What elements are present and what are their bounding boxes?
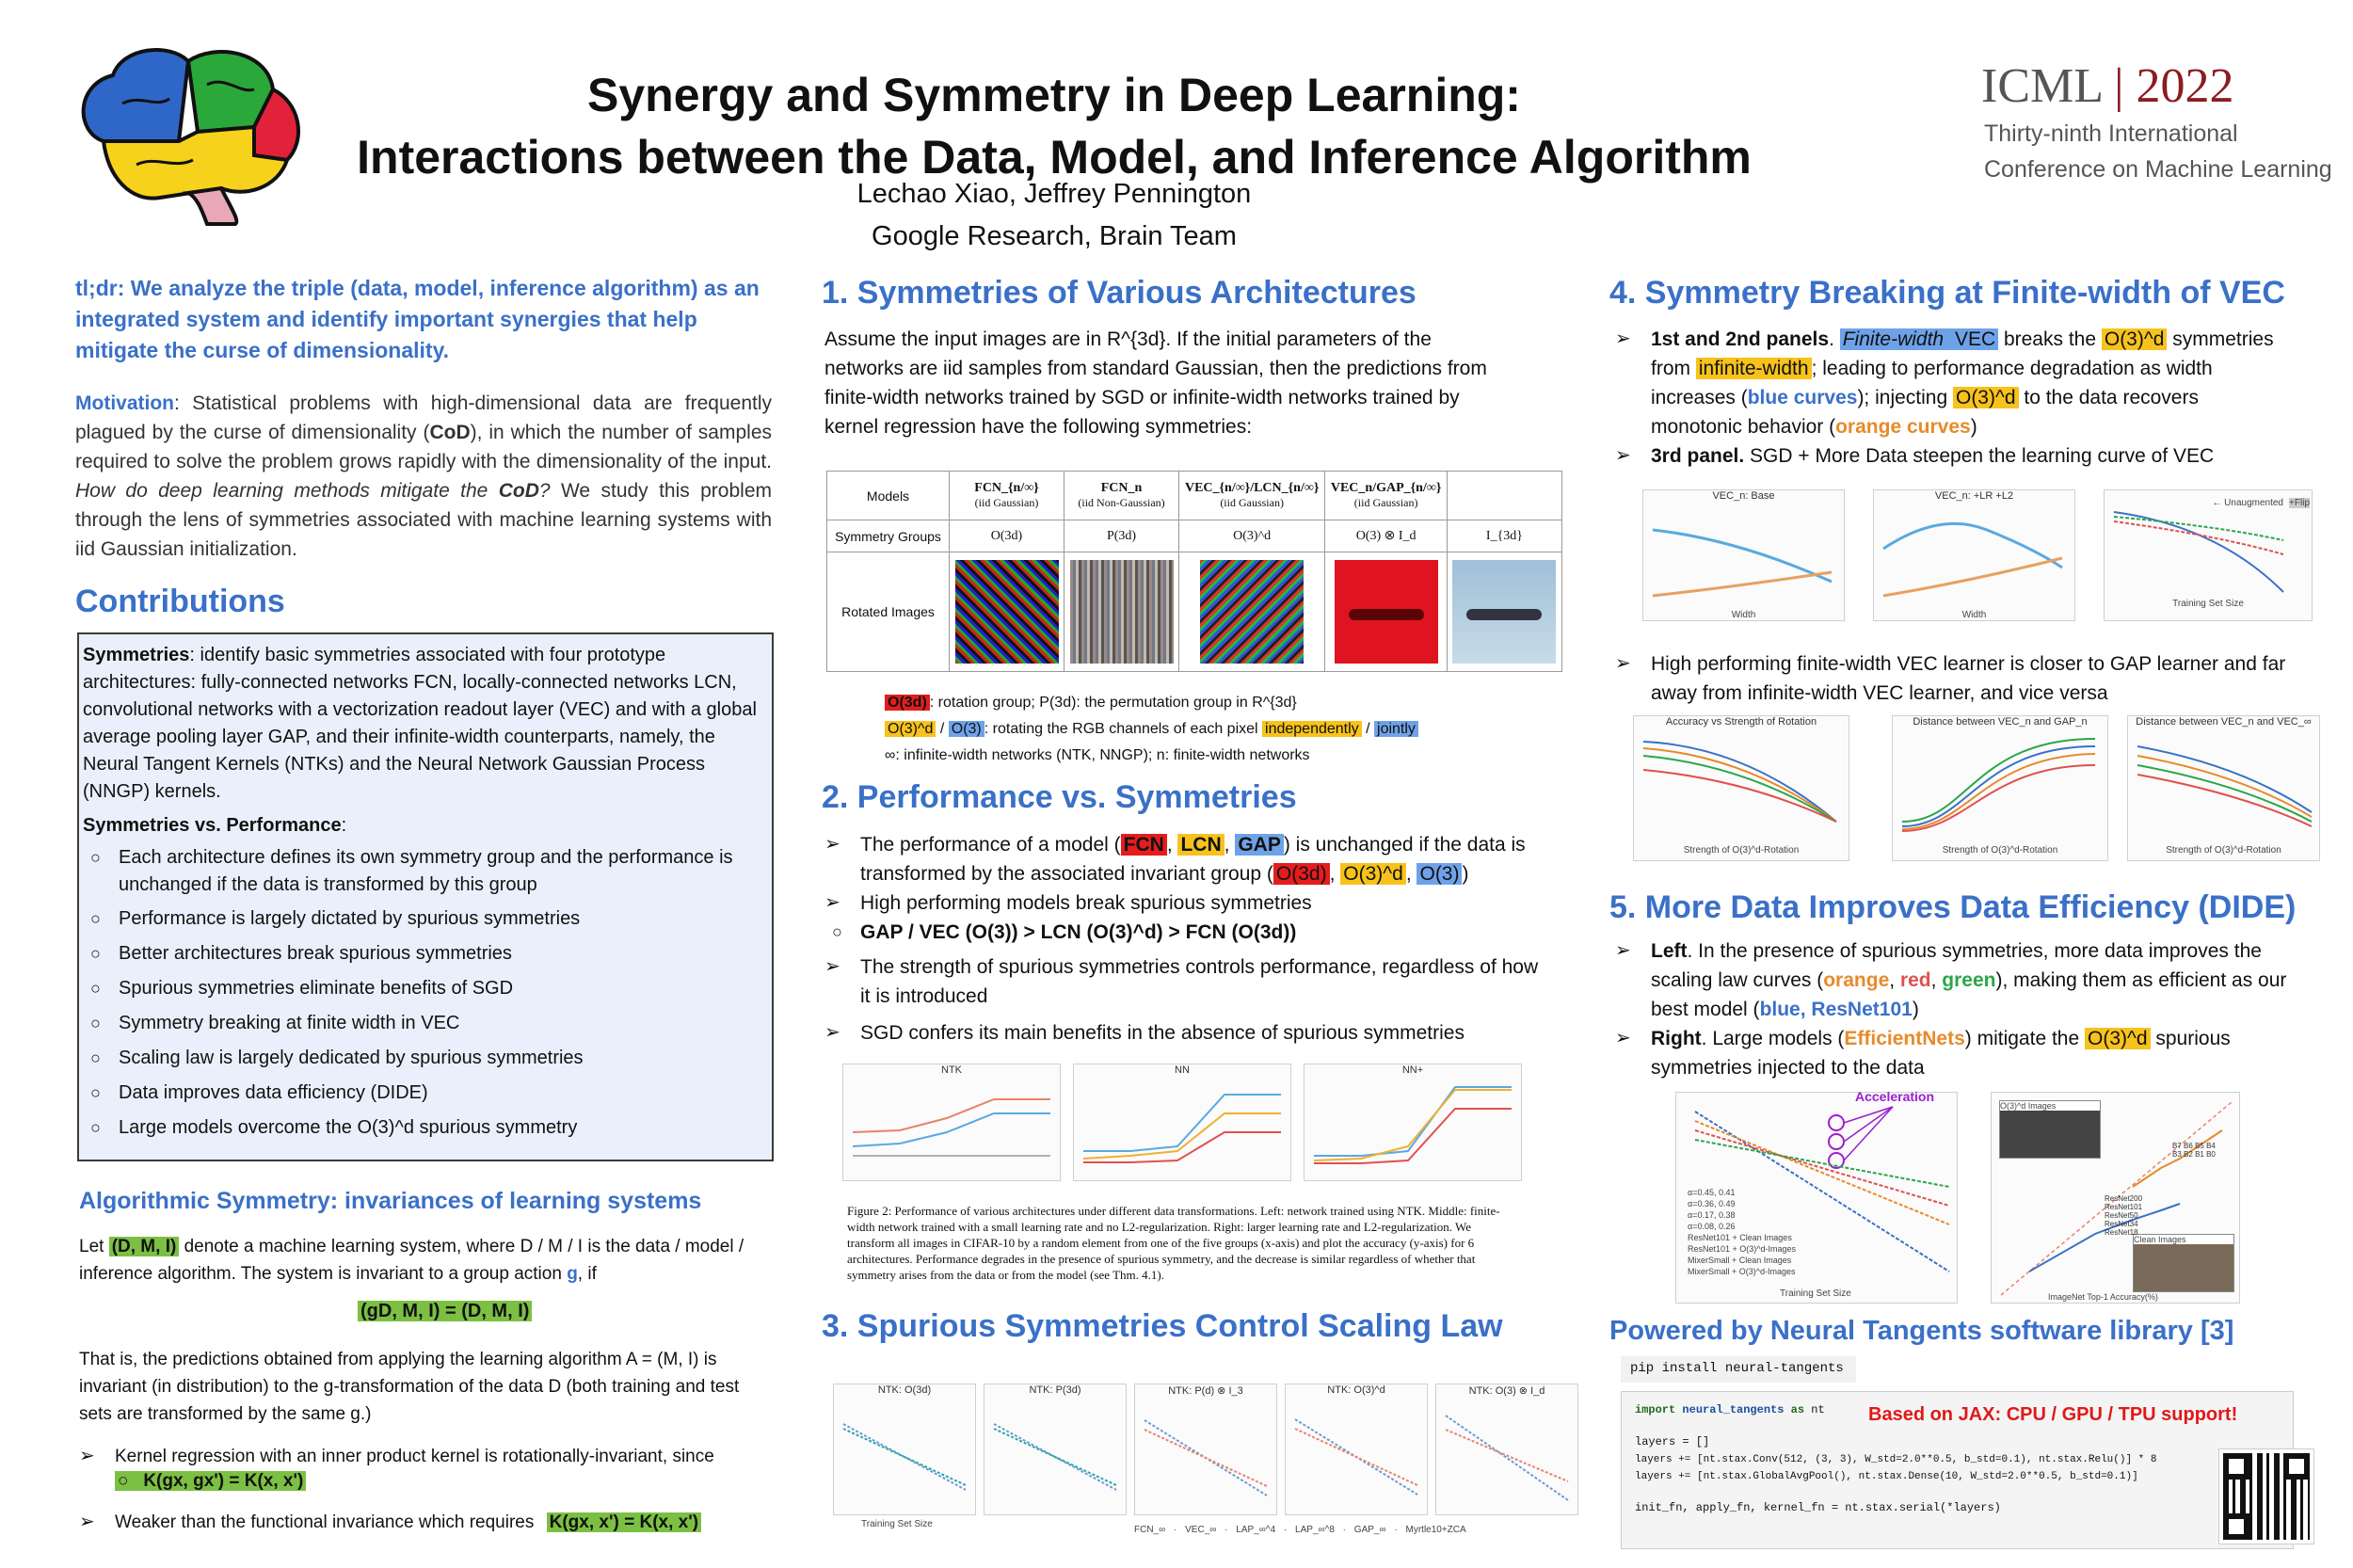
- algo-heading: Algorithmic Symmetry: invariances of learning systems: [79, 1188, 702, 1214]
- contributions-box: [77, 632, 774, 1161]
- motivation-cod: CoD: [429, 422, 471, 443]
- algo-bullet-2-eq: K(gx, x') = K(x, x'): [547, 1512, 701, 1532]
- sec3-plot: NTK: O(3d): [833, 1384, 976, 1515]
- perf-colon: :: [341, 815, 347, 836]
- sec4-plot-dist-gap: Distance between VEC_n and GAP_n Strength of O(3)^d-Rotation: [1892, 715, 2108, 861]
- jax-note: Based on JAX: CPU / GPU / TPU support!: [1868, 1404, 2238, 1425]
- sec3-xlabel: Training Set Size: [861, 1519, 933, 1529]
- sec2-bullet-4: ➢ SGD confers its main benefits in the absence of spurious symmetries: [824, 1018, 1540, 1048]
- motivation: [75, 389, 772, 564]
- nt-heading: Powered by Neural Tangents software library [3]: [1609, 1316, 2234, 1346]
- algo-g: g: [567, 1264, 578, 1284]
- inset-clean: Clean Images: [2133, 1234, 2234, 1292]
- legend-sep: /: [936, 721, 949, 737]
- contrib-item: ○ Data improves data efficiency (DIDE): [83, 1079, 768, 1108]
- legend-slash: /: [1361, 721, 1375, 737]
- brain-icon: [66, 38, 320, 226]
- conf-year: 2022: [2136, 59, 2234, 113]
- plot-title: NN: [1175, 1064, 1190, 1076]
- algo-bullet-2: [79, 1508, 776, 1537]
- conf-line-2: Conference on Machine Learning: [1984, 156, 2332, 183]
- sec4-plot-lr-l2: VEC_n: +LR +L2 Width: [1873, 489, 2075, 621]
- sec2-bullet-3: ➢ The strength of spurious symmetries controls performance, regardless of how it is introduced: [824, 952, 1540, 1011]
- algo-equation: [358, 1301, 532, 1322]
- row-label-models: Models: [827, 472, 950, 520]
- code-line: layers += [nt.stax.Conv(512, (3, 3), W_std=2.0**0.5, b_std=0.1), nt.stax.Relu()] * 8: [1635, 1454, 2157, 1465]
- inset-o3d: O(3)^d Images: [1999, 1100, 2101, 1159]
- code-line: init_fn, apply_fn, kernel_fn = nt.stax.serial(*layers): [1635, 1501, 2001, 1514]
- code-line: import neural_tangents as nt: [1635, 1403, 1825, 1416]
- pip-command[interactable]: pip install neural-tangents: [1621, 1356, 1856, 1383]
- legend-3: ∞: infinite-width networks (NTK, NNGP); n: finite-width networks: [885, 747, 1310, 763]
- sec5-heading: 5. More Data Improves Data Efficiency (DIDE): [1609, 889, 2297, 925]
- col-model: VEC_n/GAP_{n/∞} (iid Gaussian): [1325, 472, 1448, 520]
- group-cell: P(3d): [1064, 520, 1179, 552]
- sec2-caption: Figure 2: Performance of various architectures under different data transformations. Left: network trained using NTK. Middle: finite-width network trained with a small learning rate and no L2-regularization. Right: larger learning rate and L2-regularization. We transform all images in CIFAR-10 by a random element from one of the five groups (x-axis) and plot the accuracy (y-axis) for 6 architectures. Performance degrades in the presence of spurious symmetry, and the decrease is similar regardless of whether that symmetry arises from the data or from the model (see Thm. 4.1).: [847, 1204, 1500, 1282]
- algo-bullet-1-text: ➢ Kernel regression with an inner product kernel is rotationally-invariant, since: [79, 1442, 776, 1471]
- rotated-image: [950, 552, 1064, 672]
- sec4-bullets: [1615, 325, 2293, 471]
- motivation-question-cod: CoD: [498, 480, 539, 502]
- sec4-plot-base: VEC_n: Base Width: [1642, 489, 1845, 621]
- col-model: FCN_n (iid Non-Gaussian): [1064, 472, 1179, 520]
- algo-bullet-1: [79, 1442, 776, 1492]
- title-line-1: Synergy and Symmetry in Deep Learning:: [587, 69, 1521, 121]
- contrib-item: ○ Scaling law is largely dedicated by spurious symmetries: [83, 1044, 768, 1073]
- contributions-symmetries: [83, 642, 768, 806]
- motivation-text-1: : Statistical problems with high-dimensional data are frequently plagued by the curse of dimensionality (: [75, 392, 772, 443]
- col-model: [1447, 472, 1561, 520]
- group-cell: O(3d): [950, 520, 1064, 552]
- motivation-text-3: We study this problem through the lens of symmetries associated with machine learning systems with iid Gaussian initialization.: [75, 480, 772, 560]
- contrib-item: ○ Each architecture defines its own symmetry group and the performance is unchanged if the data is transformed by this group: [83, 844, 768, 899]
- qr-code-icon[interactable]: [2219, 1449, 2313, 1544]
- contrib-item: ○ Symmetry breaking at finite width in VEC: [83, 1009, 768, 1038]
- sec4-bullet-3: ➢ High performing finite-width VEC learner is closer to GAP learner and far away from infinite-width VEC learner, and vice versa: [1615, 649, 2293, 708]
- icml-logo: [1981, 58, 2234, 114]
- sec5-plot-left: Acceleration α=0.45, 0.41 α=0.36, 0.49 α=0.17, 0.38 α=0.08, 0.26 ResNet101 + Clean Images ResNet101 + O(3)^d-Images MixerSmall + Clean Images MixerSmall + O(3)^d-Images Training Set Size: [1675, 1092, 1958, 1304]
- plot-title: NN+: [1401, 1064, 1424, 1076]
- sec3-plot: NTK: O(3) ⊗ I_d: [1435, 1384, 1578, 1515]
- sec2-plot-nn-plus: [1304, 1064, 1522, 1181]
- sec2-bullets: [824, 830, 1540, 1048]
- legend-o3dd: O(3)^d: [885, 721, 936, 737]
- contrib-item: ○ Spurious symmetries eliminate benefits of SGD: [83, 974, 768, 1003]
- code-line: [1635, 1482, 2280, 1496]
- sec3-heading: 3. Spurious Symmetries Control Scaling Law: [822, 1308, 1503, 1344]
- sec2-plot-nn: [1073, 1064, 1291, 1181]
- legend-o3: O(3): [949, 721, 984, 737]
- perf-label: Symmetries vs. Performance: [83, 815, 342, 836]
- sec5-bullets: [1615, 936, 2293, 1082]
- acceleration-label: Acceleration: [1855, 1089, 1935, 1104]
- contributions-perf: [83, 811, 768, 840]
- plot-title: NTK: [941, 1064, 962, 1076]
- col-model: VEC_{n/∞}/LCN_{n/∞} (iid Gaussian): [1179, 472, 1325, 520]
- rotated-image: [1325, 552, 1448, 672]
- sec3-plot: NTK: P(3d): [984, 1384, 1127, 1515]
- sec4-plot-acc: Accuracy vs Strength of Rotation Strength of O(3)^d-Rotation: [1633, 715, 1849, 861]
- legend-2: : rotating the RGB channels of each pixel: [984, 721, 1263, 737]
- conf-sep: |: [2114, 59, 2124, 113]
- sec2-plot-ntk: [842, 1064, 1061, 1181]
- motivation-question: How do deep learning methods mitigate the: [75, 480, 499, 502]
- rotated-image: [1447, 552, 1561, 672]
- conf-name: ICML: [1981, 59, 2103, 113]
- algo-p2: That is, the predictions obtained from applying the learning algorithm A = (M, I) is invariant (in distribution) to the g-transformation of the data D (both training and test sets are transformed by the same g.): [79, 1350, 740, 1424]
- affiliation: Google Research, Brain Team: [872, 221, 1237, 251]
- motivation-label: Motivation: [75, 392, 174, 414]
- authors: Lechao Xiao, Jeffrey Pennington: [856, 179, 1252, 209]
- algo-p1: [79, 1233, 747, 1288]
- title-line-2: Interactions between the Data, Model, and Inference Algorithm: [357, 131, 1752, 184]
- sec1-text: Assume the input images are in R^{3d}. If the initial parameters of the networks are iid samples from standard Gaussian, then the predictions from finite-width networks trained by SGD or infinite-width networks trained by kernel regression have the following symmetries:: [824, 328, 1487, 438]
- code-line: layers += [nt.stax.GlobalAvgPool(), nt.stax.Dense(10, W_std=2.0**0.5, b_std=0.1)]: [1635, 1471, 2138, 1482]
- contrib-item: ○ Large models overcome the O(3)^d spurious symmetry: [83, 1113, 768, 1143]
- sec3-plots: [833, 1384, 1595, 1544]
- sec5-bullet-2: ➢ Right. Large models (EfficientNets) mitigate the O(3)^d spurious symmetries injected to the data: [1615, 1024, 2293, 1082]
- conf-line-1: Thirty-ninth International: [1984, 120, 2238, 147]
- algo-triple: (D, M, I): [109, 1237, 180, 1256]
- sec3-legend: FCN_∞ · VEC_∞ · LAP_∞^4 · LAP_∞^8 · GAP_∞ · Myrtle10+ZCA: [1134, 1525, 1466, 1535]
- group-cell: O(3)^d: [1179, 520, 1325, 552]
- group-cell: I_{3d}: [1447, 520, 1561, 552]
- tldr: tl;dr: We analyze the triple (data, model, inference algorithm) as an integrated system and identify important synergies that help mitigate the curse of dimensionality.: [75, 276, 760, 362]
- algo-p1-text: denote a machine learning system, where D / M / I is the data / model / inference algorithm. The system is invariant to a group action: [79, 1237, 744, 1284]
- algo-bullet-1-eq-text: K(gx, gx') = K(x, x'): [143, 1471, 304, 1491]
- algo-bullet-2-text: Weaker than the functional invariance which requires: [115, 1512, 535, 1532]
- algo-bullet-1-eq: ○ K(gx, gx') = K(x, x'): [115, 1471, 306, 1491]
- symmetry-table: [826, 471, 1562, 672]
- row-label-groups: Symmetry Groups: [827, 520, 950, 552]
- sec3-plot: NTK: O(3)^d: [1285, 1384, 1428, 1515]
- contrib-item: ○ Better architectures break spurious symmetries: [83, 939, 768, 968]
- brain-logo: [66, 38, 320, 226]
- rotated-image: [1179, 552, 1325, 672]
- sec4-plot-mse: ← Unaugmented +Flip Training Set Size: [2104, 489, 2313, 621]
- row-label-images: Rotated Images: [827, 552, 950, 672]
- sec5-plot-right: O(3)^d Images Clean Images B7 B6 B5 B4 B3 B2 B1 B0 ResNet200 ResNet101 ResNet50 ResNet34 ResNet18 ImageNet Top-1 Accuracy(%): [1991, 1092, 2240, 1304]
- sec2-bullet-2: ➢ High performing models break spurious symmetries: [824, 888, 1540, 918]
- sec4-plot-dist-inf: Distance between VEC_n and VEC_∞ Strength of O(3)^d-Rotation: [2127, 715, 2320, 861]
- algo-let: Let: [79, 1237, 109, 1256]
- legend-1: : rotation group; P(3d): the permutation group in R^{3d}: [929, 695, 1297, 711]
- motivation-text-2: ), in which the number of samples required to solve the problem grows rapidly with the dimensionality of the input.: [75, 422, 772, 472]
- sec2-heading: 2. Performance vs. Symmetries: [822, 779, 1297, 815]
- sec3-plot: NTK: P(d) ⊗ I_3: [1134, 1384, 1277, 1515]
- contrib-item: ○ Performance is largely dictated by spurious symmetries: [83, 904, 768, 934]
- contributions-heading: Contributions: [75, 584, 285, 619]
- code-line: layers = []: [1635, 1435, 1710, 1448]
- rotated-image: [1064, 552, 1179, 672]
- legend-jointly: jointly: [1374, 721, 1418, 737]
- algo-equation-text: (gD, M, I) = (D, M, I): [358, 1301, 532, 1321]
- sec2-bullet-2-sub: ○ GAP / VEC (O(3)) > LCN (O(3)^d) > FCN (O(3d)): [824, 918, 1540, 947]
- sec4-bullet-2: ➢ 3rd panel. SGD + More Data steepen the learning curve of VEC: [1615, 441, 2293, 471]
- sym-label: Symmetries: [83, 645, 190, 665]
- algo-p1-end: , if: [577, 1264, 597, 1284]
- sec1-heading: 1. Symmetries of Various Architectures: [822, 275, 1417, 311]
- sec1-legend: [885, 690, 1562, 769]
- sym-text: : identify basic symmetries associated with four prototype architectures: fully-connected networks FCN, locally-connected networks LCN, convolutional networks with a vectorization readout layer (VEC) and with a global average pooling layer GAP, and their infinite-width counterparts, namely, the Neural Tangent Kernels (NTKs) and the Neural Network Gaussian Process (NNGP) kernels.: [83, 645, 757, 802]
- legend-independently: independently: [1262, 721, 1362, 737]
- sec4-bullet-1: ➢ 1st and 2nd panels. Finite-width VEC breaks the O(3)^d symmetries from infinite-width ; leading to performance degradation as width increases (blue curves); injecting O(3)^d to the data recovers monotonic behavior (orange curves): [1615, 325, 2293, 441]
- group-cell: O(3) ⊗ I_d: [1325, 520, 1448, 552]
- sec5-bullet-1: ➢ Left. In the presence of spurious symmetries, more data improves the scaling law curves (orange, red, green), making them as efficient as our best model (blue, ResNet101): [1615, 936, 2293, 1024]
- col-model: FCN_{n/∞} (iid Gaussian): [950, 472, 1064, 520]
- motivation-question-end: ?: [538, 480, 551, 502]
- legend-o3d: O(3d): [885, 695, 930, 711]
- sec4-heading: 4. Symmetry Breaking at Finite-width of VEC: [1609, 275, 2285, 311]
- sec2-bullet-1: ➢ The performance of a model ( FCN , LCN , GAP ) is unchanged if the data is transformed by the associated invariant group ( O(3d) , O(3)^d , O(3) ): [824, 830, 1540, 888]
- title: [339, 64, 1769, 188]
